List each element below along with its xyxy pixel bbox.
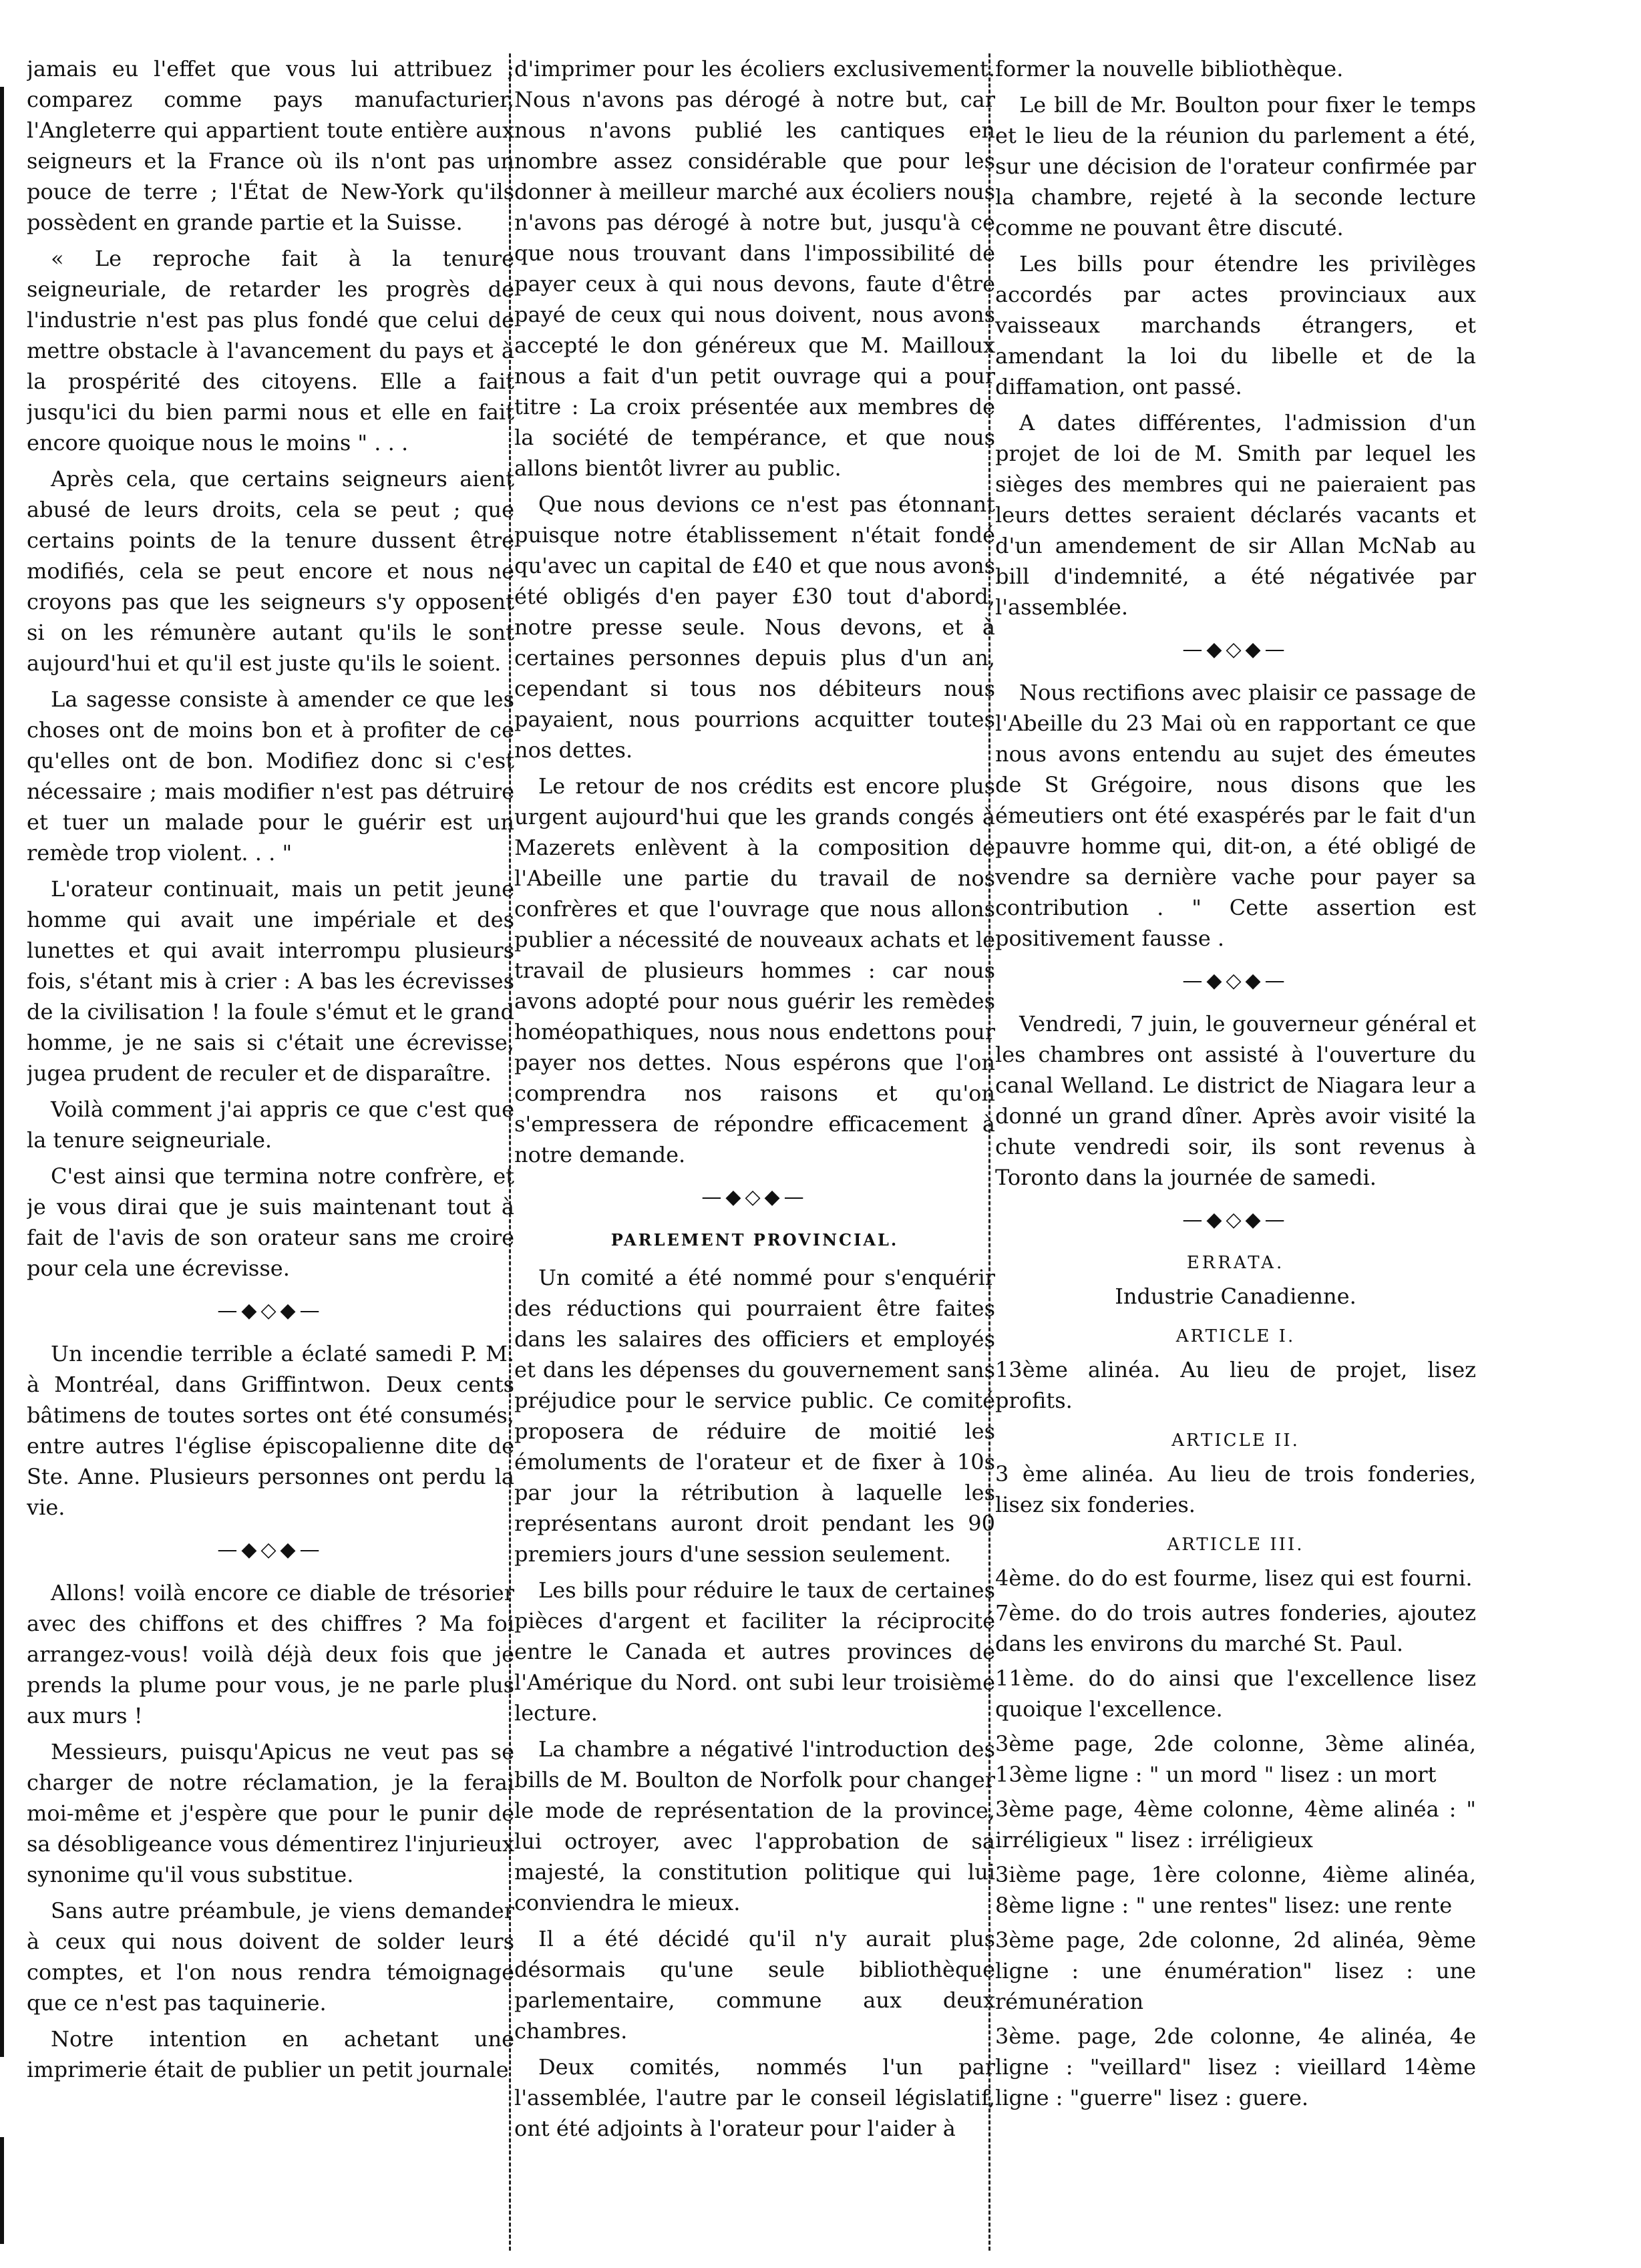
paragraph: Sans autre préambule, je viens demander à ceux qui nous doivent de solder leurs comptes, et l'on nous rendra témoignage que ce n'est pas taquinerie. (27, 1898, 514, 2016)
errata-line: 3ième page, 1ère colonne, 4ième alinéa, 8ème ligne : " une rentes" lisez: une rente (995, 1862, 1476, 1918)
section-heading: PARLEMENT PROVINCIAL. (610, 1230, 899, 1250)
paragraph: La chambre a négativé l'introduction des bills de M. Boulton de Norfolk pour changer le mode de représentation de la province, lui octroyer, avec l'approbation de sa majesté, la constitution politique qui lui conviendra le mieux. (514, 1736, 995, 1915)
ornament-divider: —◆◇◆— (1182, 638, 1289, 661)
paragraph: d'imprimer pour les écoliers exclusivement. Nous n'avons pas dérogé à notre but, car nous n'avons publié les cantiques en nombre assez considérable que pour les donner à meilleur marché aux écoliers nous n'avons pas dérogé à notre but, jusqu'à ce que nous trouvant dans l'impossibilité de payer ceux à qui nous devons, faute d'être payé de ceux qui nous doivent, nous avons accepté le don généreux que M. Mailloux nous a fait d'un petit ouvrage qui a pour titre : La croix présentée aux membres de la société de tempérance, et que nous allons bientôt livrer au public. (514, 56, 995, 481)
paragraph: Messieurs, puisqu'Apicus ne veut pas se charger de notre réclamation, je la ferai moi-même et j'espère que pour le punir de sa désobligeance vous démentirez l'injurieux synonime qu'il vous substitue. (27, 1739, 514, 1887)
ornament-divider: —◆◇◆— (1182, 969, 1289, 992)
ornament-divider: —◆◇◆— (217, 1538, 324, 1561)
paragraph: Que nous devions ce n'est pas étonnant puisque notre établissement n'était fondé qu'avec un capital de £40 et que nous avons été obligés d'en payer £30 tout d'abord, notre presse seule. Nous devons, et à certaines personnes depuis plus d'un an, cependant si tous nos débiteurs nous payaient, nous pourrions acquitter toutes nos dettes. (514, 492, 995, 763)
errata-title: ERRATA. (1186, 1253, 1285, 1273)
paragraph: Le retour de nos crédits est encore plus urgent aujourd'hui que les grands congés à Mazerets enlèvent à la composition de l'Abeille une partie du travail de nos confrères et que l'ouvrage que nous allons publier a nécessité de nouveaux achats et le travail de plusieurs hommes : car nous avons adopté pour nous guérir les remèdes homéopathiques, nous nous endettons pour payer nos dettes. Nous espérons que l'on comprendra nos raisons et qu'on s'empressera de répondre efficacement à notre demande. (514, 773, 995, 1167)
paragraph: Allons! voilà encore ce diable de trésorier avec des chiffons et des chiffres ? Ma foi arrangez-vous! voilà déjà deux fois que je prends la plume pour vous, je ne parle plus aux murs ! (27, 1580, 514, 1728)
paragraph: Nous rectifions avec plaisir ce passage de l'Abeille du 23 Mai où en rapportant ce que nous avons entendu au sujet des émeutes de St Grégoire, nous disons que les émeutiers ont été exaspérés par le fait d'un pauvre homme qui, dit-on, a été obligé de vendre sa dernière vache pour payer sa contribution . " Cette assertion est positivement fausse . (995, 680, 1476, 951)
article-heading: ARTICLE III. (1167, 1535, 1304, 1555)
left-margin-bar (0, 2137, 4, 2244)
paragraph: Les bills pour réduire le taux de certaines pièces d'argent et faciliter la réciprocité entre le Canada et autres provinces de l'Amérique du Nord. ont subi leur troisième lecture. (514, 1577, 995, 1726)
paragraph: Voilà comment j'ai appris ce que c'est que la tenure seigneuriale. (27, 1097, 514, 1153)
paragraph: L'orateur continuait, mais un petit jeune homme qui avait une impériale et des lunettes et qui avait interrompu plusieurs fois, s'étant mis à crier : A bas les écrevisses de la civilisation ! la foule s'émut et le grand homme, je ne sais si c'était une écrevisse, jugea prudent de reculer et de disparaître. (27, 876, 514, 1086)
left-margin-bar (0, 87, 4, 2057)
paragraph: Après cela, que certains seigneurs aient abusé de leurs droits, cela se peut ; que certains points de la tenure dussent être modifiés, cela se peut encore et nous ne croyons pas que les seigneurs s'y opposent si on les rémunère autant qu'ils le sont aujourd'hui et qu'il est juste qu'ils le soient. (27, 466, 514, 676)
errata-line: 3ème. page, 2de colonne, 4e alinéa, 4e ligne : "veillard" lisez : vieillard 14ème ligne : "guerre" lisez : guere. (995, 2024, 1476, 2110)
paragraph: Deux comités, nommés l'un par l'assemblée, l'autre par le conseil législatif, ont été adjoints à l'orateur pour l'aider à (514, 2054, 995, 2141)
errata-line: 7ème. do do trois autres fonderies, ajoutez dans les environs du marché St. Paul. (995, 1600, 1476, 1656)
paragraph: La sagesse consiste à amender ce que les choses ont de moins bon et à profiter de ce qu'elles ont de bon. Modifiez donc si c'est nécessaire ; mais modifier n'est pas détruire et tuer un malade pour le guérir est un remède trop violent. . . " (27, 687, 514, 866)
errata-line: 11ème. do do ainsi que l'excellence lisez quoique l'excellence. (995, 1666, 1476, 1722)
paragraph: Vendredi, 7 juin, le gouverneur général et les chambres ont assisté à l'ouverture du canal Welland. Le district de Niagara leur a donné un grand dîner. Après avoir visité la chute vendredi soir, ils sont revenus à Toronto dans la journée de samedi. (995, 1011, 1476, 1190)
paragraph: « Le reproche fait à la tenure seigneuriale, de retarder les progrès de l'industrie n'est pas plus fondé que celui de mettre obstacle à l'avancement du pays et à la prospérité des citoyens. Elle a fait jusqu'ici du bien parmi nous et elle en fait encore quoique nous le moins " . . . (27, 246, 514, 455)
paragraph: Notre intention en achetant une imprimerie était de publier un petit journale (27, 2026, 514, 2082)
ornament-divider: —◆◇◆— (701, 1185, 808, 1209)
paragraph: jamais eu l'effet que vous lui attribuez ; comparez comme pays manufacturier, l'Angleterre qui appartient toute entière aux seigneurs et la France où ils n'ont pas un pouce de terre ; l'État de New-York qu'ils possèdent en grande partie et la Suisse. (27, 56, 514, 235)
paragraph: C'est ainsi que termina notre confrère, et je vous dirai que je suis maintenant tout à fait de l'avis de son orateur sans me croire pour cela une écrevisse. (27, 1163, 514, 1281)
errata-line: 3ème page, 2de colonne, 3ème alinéa, 13ème ligne : " un mord " lisez : un mort (995, 1731, 1476, 1787)
errata-line: 3ème page, 2de colonne, 2d alinéa, 9ème ligne : une énumération" lisez : une rémunération (995, 1927, 1476, 2014)
ornament-divider: —◆◇◆— (1182, 1208, 1289, 1232)
ornament-divider: —◆◇◆— (217, 1299, 324, 1322)
paragraph: Le bill de Mr. Boulton pour fixer le temps et le lieu de la réunion du parlement a été, sur une décision de l'orateur confirmée par la chambre, rejeté à la seconde lecture comme ne pouvant être discuté. (995, 92, 1476, 240)
column-2 (514, 53, 995, 2257)
article-heading: ARTICLE I. (1175, 1326, 1296, 1346)
paragraph: former la nouvelle bibliothèque. (995, 56, 1344, 81)
errata-line: 3ème page, 4ème colonne, 4ème alinéa : " irréligieux " lisez : irréligieux (995, 1797, 1476, 1853)
paragraph: A dates différentes, l'admission d'un projet de loi de M. Smith par lequel les sièges des membres qui ne paieraient pas leurs dettes seraient déclarés vacants et d'un amendement de sir Allan McNab au bill d'indemnité, a été négativée par l'assemblée. (995, 410, 1476, 620)
paragraph: Il a été décidé qu'il n'y aurait plus désormais qu'une seule bibliothèque parlementaire, commune aux deux chambres. (514, 1926, 995, 2044)
column-3 (995, 53, 1476, 2257)
column-1 (27, 53, 514, 2257)
errata-line: 4ème. do do est fourme, lisez qui est fourni. (995, 1565, 1473, 1591)
paragraph: Un incendie terrible a éclaté samedi P. M. à Montréal, dans Griffintwon. Deux cents bâtimens de toutes sortes ont été consumés, entre autres l'église épiscopalienne dite de Ste. Anne. Plusieurs personnes ont perdu la vie. (27, 1341, 514, 1520)
paragraph: Un comité a été nommé pour s'enquérir des réductions qui pourraient être faites dans les salaires des officiers et employés et dans les dépenses du gouvernement sans préjudice pour le service public. Ce comité proposera de réduire de moitié les émoluments de l'orateur et de fixer à 10s par jour la rétribution à laquelle les représentans auront droit pendant les 90 premiers jours d'une session seulement. (514, 1265, 995, 1567)
errata-line: 13ème alinéa. Au lieu de projet, lisez profits. (995, 1357, 1476, 1413)
errata-subtitle: Industrie Canadienne. (1115, 1284, 1356, 1309)
article-heading: ARTICLE II. (1171, 1431, 1300, 1451)
paragraph: Les bills pour étendre les privilèges accordés par actes provinciaux aux vaisseaux marchands étrangers, et amendant la loi du libelle et de la diffamation, ont passé. (995, 251, 1476, 399)
errata-line: 3 ème alinéa. Au lieu de trois fonderies, lisez six fonderies. (995, 1461, 1476, 1517)
